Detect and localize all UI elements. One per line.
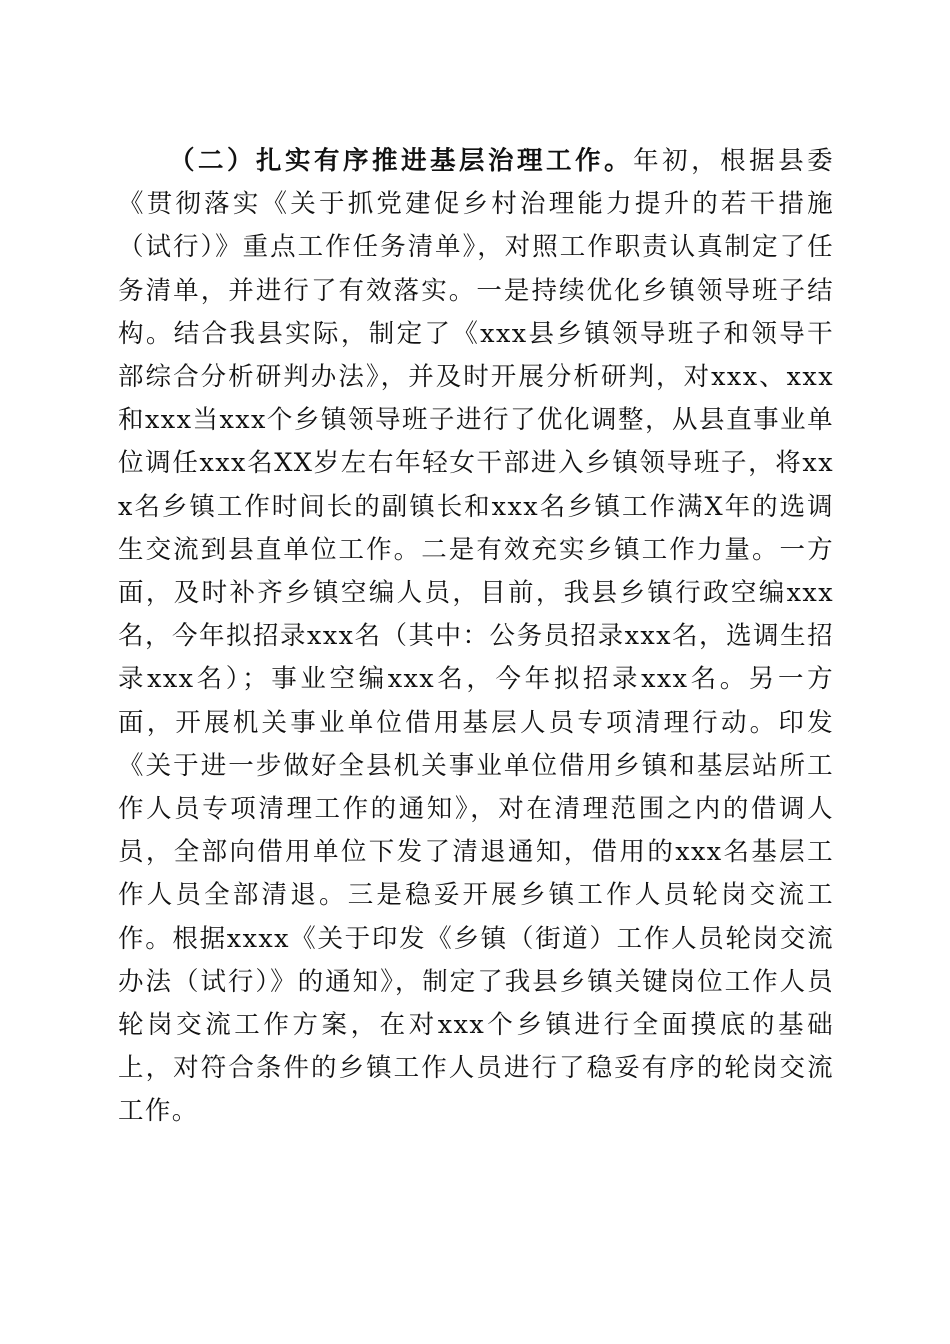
document-content — [118, 140, 834, 1134]
paragraph-text: 年初，根据县委《贯彻落实《关于抓党建促乡村治理能力提升的若干措施（试行）》重点工作任务清单》，对照工作职责认真制定了任务清单，并进行了有效落实。一是持续优化乡镇领导班子结构。结合我县实际，制定了《xxx县乡镇领导班子和领导干部综合分析研判办法》，并及时开展分析研判，对xxx、xxx和xxx当xxx个乡镇领导班子进行了优化调整，从县直事业单位调任xxx名XX岁左右年轻女干部进入乡镇领导班子，将xxx名乡镇工作时间长的副镇长和xxx名乡镇工作满X年的选调生交流到县直单位工作。二是有效充实乡镇工作力量。一方面，及时补齐乡镇空编人员，目前，我县乡镇行政空编xxx名，今年拟招录xxx名（其中：公务员招录xxx名，选调生招录xxx名）；事业空编xxx名，今年拟招录xxx名。另一方面，开展机关事业单位借用基层人员专项清理行动。印发《关于进一步做好全县机关事业单位借用乡镇和基层站所工作人员专项清理工作的通知》，对在清理范围之内的借调人员，全部向借用单位下发了清退通知，借用的xxx名基层工作人员全部清退。三是稳妥开展乡镇工作人员轮岗交流工作。根据xxxx《关于印发《乡镇（街道）工作人员轮岗交流办法（试行）》的通知》，制定了我县乡镇关键岗位工作人员轮岗交流工作方案，在对xxx个乡镇进行全面摸底的基础上，对符合条件的乡镇工作人员进行了稳妥有序的轮岗交流工作。 — [118, 146, 834, 1127]
section-heading: （二）扎实有序推进基层治理工作。 — [169, 146, 634, 176]
body-paragraph — [118, 140, 834, 1134]
